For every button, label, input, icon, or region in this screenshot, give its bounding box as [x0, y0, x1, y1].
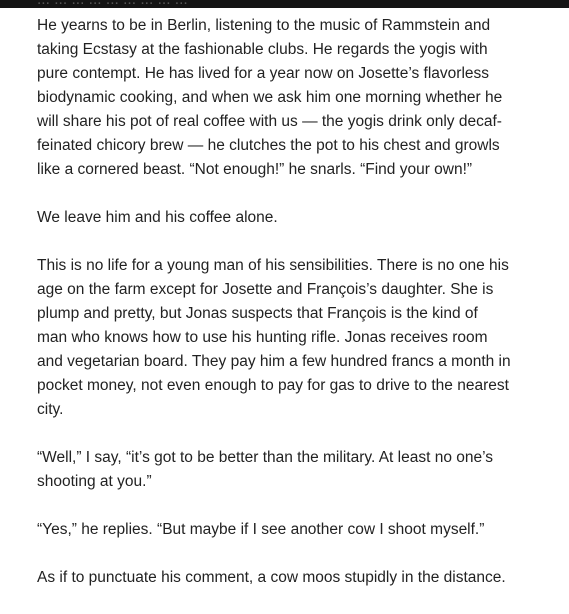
paragraph-5: [37, 518, 537, 542]
text-line: pocket money, not even enough to pay for gas to drive to the nearest: [37, 377, 509, 394]
text-line: “Well,” I say, “it’s got to be better than the military. At least no one’s: [37, 449, 494, 466]
text-line: He yearns to be in Berlin, listening to the music of Rammstein and: [37, 17, 491, 34]
text-line: pure contempt. He has lived for a year now on Josette’s flavorless: [37, 65, 490, 82]
text-line: shooting at you.”: [37, 473, 152, 490]
text-line: As if to punctuate his comment, a cow moos stupidly in the distance.: [37, 569, 506, 586]
clipped-text-line: [37, 0, 188, 12]
paragraph-4: [37, 446, 537, 494]
paragraph-6: [37, 566, 537, 590]
text-line: and vegetarian board. They pay him a few hundred francs a month in: [37, 353, 511, 370]
text-line: city.: [37, 401, 64, 418]
text-line: “Yes,” he replies. “But maybe if I see another cow I shoot myself.”: [37, 521, 485, 538]
text-line: This is no life for a young man of his sensibilities. There is no one his: [37, 257, 509, 274]
text-line: will share his pot of real coffee with us — the yogis drink only decaf-: [37, 113, 502, 130]
text-line: We leave him and his coffee alone.: [37, 209, 278, 226]
text-line: man who knows how to use his hunting rifle. Jonas receives room: [37, 329, 488, 346]
top-bar: [0, 0, 569, 8]
paragraph-1: [37, 14, 537, 182]
paragraph-2: [37, 206, 537, 230]
text-line: like a cornered beast. “Not enough!” he snarls. “Find your own!”: [37, 161, 473, 178]
text-line: feinated chicory brew — he clutches the pot to his chest and growls: [37, 137, 500, 154]
article-body: [37, 14, 537, 614]
text-line: plump and pretty, but Jonas suspects that François is the kind of: [37, 305, 478, 322]
text-line: biodynamic cooking, and when we ask him one morning whether he: [37, 89, 503, 106]
text-line: age on the farm except for Josette and François’s daughter. She is: [37, 281, 494, 298]
text-line: taking Ecstasy at the fashionable clubs. He regards the yogis with: [37, 41, 488, 58]
paragraph-3: [37, 254, 537, 422]
